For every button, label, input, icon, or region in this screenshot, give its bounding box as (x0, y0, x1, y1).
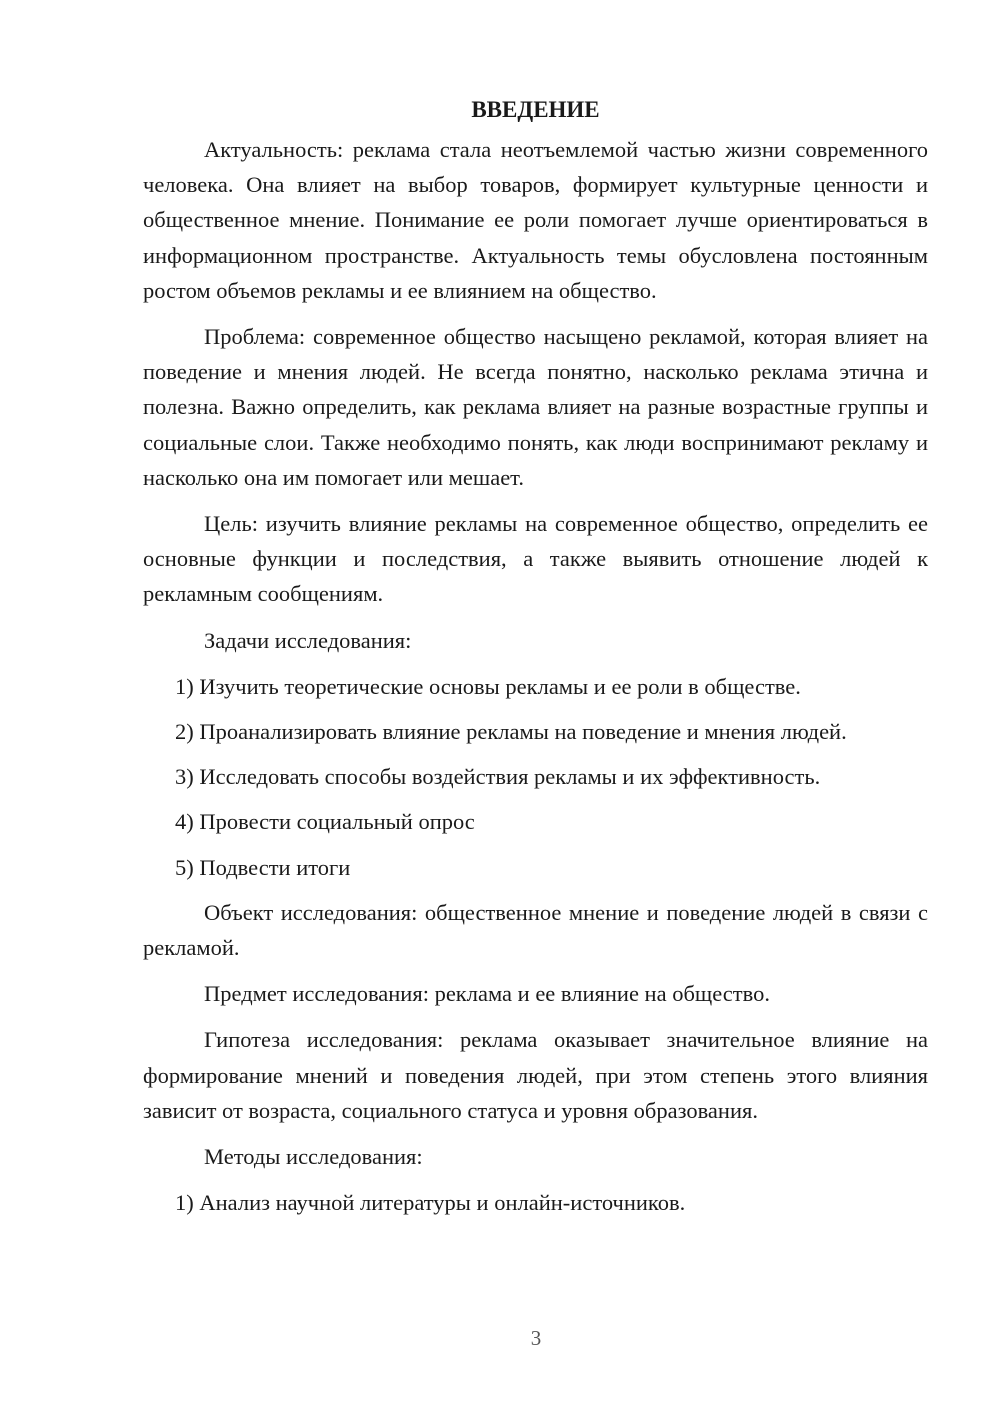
list-item: 1) Изучить теоретические основы рекламы и ее роли в обществе. (175, 673, 801, 699)
tasks-list (143, 669, 928, 885)
methods-heading: Методы исследования: (204, 1144, 423, 1170)
list-item: 1) Анализ научной литературы и онлайн-источников. (175, 1190, 686, 1216)
relevance-paragraph: Актуальность: реклама стала неотъемлемой частью жизни современного человека. Она влияет на выбор товаров, формирует культурные ценности и общественное мнение. Понимание ее роли помогает лучше ориентироваться в информационном пространстве. Актуальность темы обусловлена постоянным ростом объемов рекламы и ее влиянием на общество. (143, 137, 928, 303)
list-item: 4) Провести социальный опрос (175, 809, 475, 835)
tasks-heading: Задачи исследования: (204, 627, 412, 653)
subject-paragraph: Предмет исследования: реклама и ее влияние на общество. (204, 981, 770, 1007)
hypothesis-paragraph: Гипотеза исследования: реклама оказывает значительное влияние на формирование мнений и поведения людей, при этом степень этого влияния зависит от возраста, социального статуса и уровня образования. (143, 1027, 928, 1123)
object-paragraph: Объект исследования: общественное мнение и поведение людей в связи с рекламой. (143, 899, 928, 961)
problem-paragraph: Проблема: современное общество насыщено рекламой, которая влияет на поведение и мнения людей. Не всегда понятно, насколько реклама этична и полезна. Важно определить, как реклама влияет на разные возрастные группы и социальные слои. Также необходимо понять, как люди воспринимают рекламу и насколько она им помогает или мешает. (143, 324, 928, 490)
list-item: 3) Исследовать способы воздействия рекламы и их эффективность. (175, 764, 821, 790)
page-number: 3 (530, 1326, 542, 1350)
goal-paragraph: Цель: изучить влияние рекламы на современное общество, определить ее основные функции и последствия, а также выявить отношение людей к рекламным сообщениям. (143, 511, 928, 607)
document-page (143, 88, 928, 1230)
list-item: 2) Проанализировать влияние рекламы на поведение и мнения людей. (175, 719, 847, 745)
page-title: ВВЕДЕНИЕ (471, 97, 600, 122)
methods-list (143, 1185, 928, 1220)
list-item: 5) Подвести итоги (175, 854, 351, 880)
